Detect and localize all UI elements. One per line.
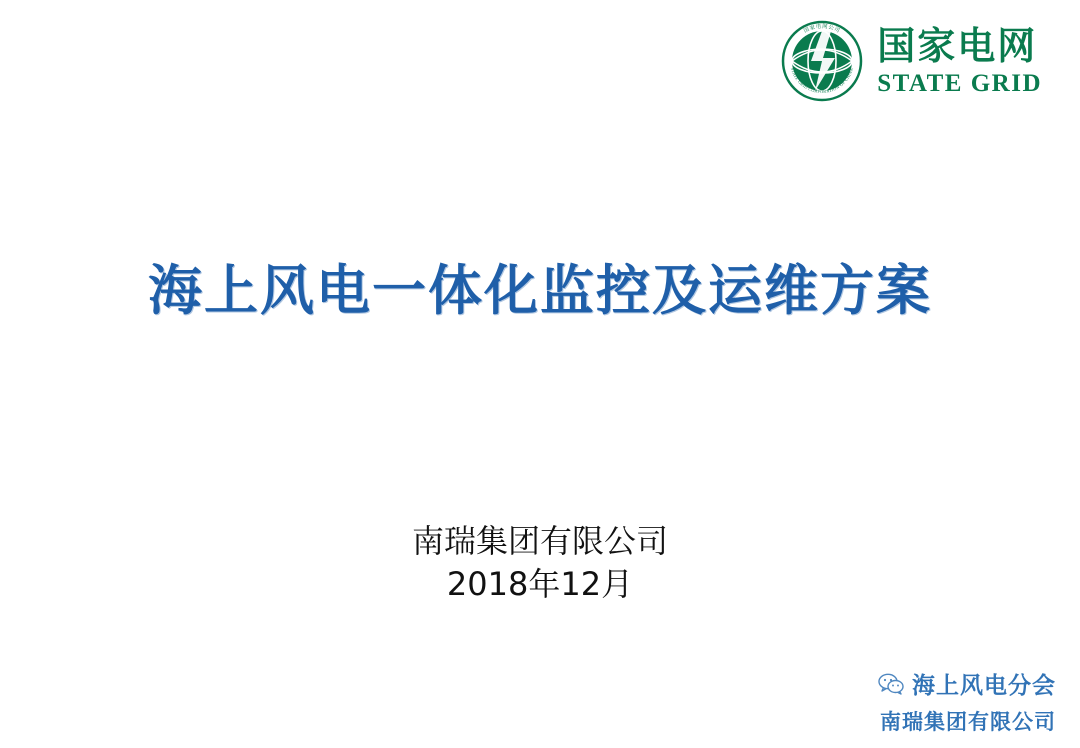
slide-subtitle <box>0 520 1080 606</box>
slide-title: 海上风电一体化监控及运维方案 <box>148 258 932 322</box>
watermark-company: 南瑞集团有限公司 <box>880 710 1056 734</box>
wechat-icon <box>878 673 904 695</box>
logo-name-cn: 国家电网 <box>877 23 1038 68</box>
state-grid-logo <box>781 20 1042 102</box>
watermark-account-row <box>878 667 1056 700</box>
state-grid-emblem-icon <box>781 20 863 102</box>
subtitle-company: 南瑞集团有限公司 <box>411 522 668 560</box>
logo-name-en: STATE GRID <box>877 69 1042 97</box>
watermark <box>878 667 1056 736</box>
state-grid-logo-text <box>877 23 1042 97</box>
svg-text:STATE GRID CORPORATION OF CHIN: STATE GRID CORPORATION OF CHINA <box>789 67 855 95</box>
watermark-account-name: 海上风电分会 <box>912 673 1056 699</box>
svg-text:国家电网公司: 国家电网公司 <box>803 23 842 35</box>
subtitle-date: 2018年12月 <box>446 565 634 604</box>
